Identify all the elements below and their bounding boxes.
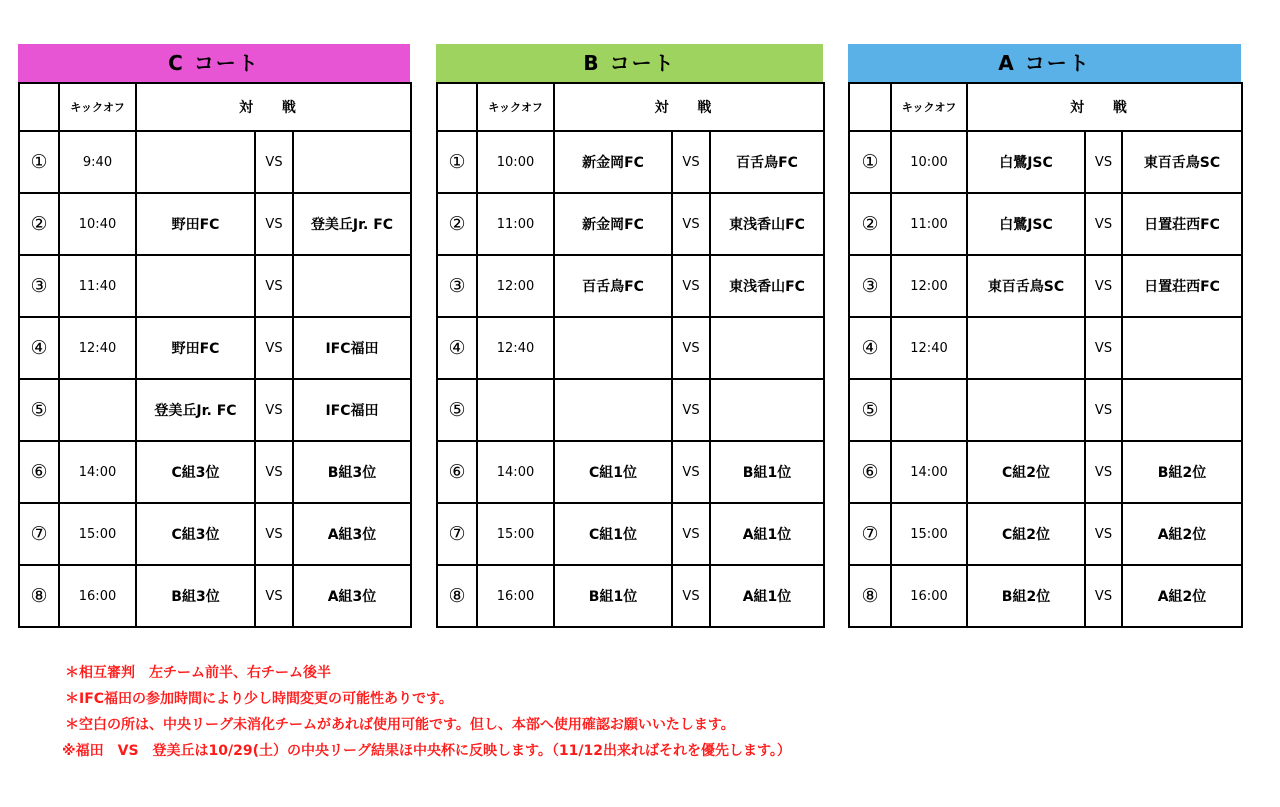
kickoff-time: 15:00 [59,503,136,565]
vs-label: VS [255,131,293,193]
home-team: 野田FC [136,193,255,255]
court-c-schedule [18,44,410,628]
header-blank-cell [849,83,891,131]
home-team: 野田FC [136,317,255,379]
vs-label: VS [255,503,293,565]
table-row [849,379,1242,441]
away-team [293,255,411,317]
match-number: ① [437,131,477,193]
kickoff-time: 11:00 [477,193,554,255]
match-number: ⑧ [437,565,477,627]
kickoff-time: 16:00 [59,565,136,627]
kickoff-time: 12:00 [891,255,967,317]
table-header-row [437,83,824,131]
home-team [554,379,672,441]
away-team: B組3位 [293,441,411,503]
table-row [437,441,824,503]
table-row [19,317,411,379]
match-number: ① [849,131,891,193]
away-team: 登美丘Jr. FC [293,193,411,255]
home-team [554,317,672,379]
kickoff-time: 11:40 [59,255,136,317]
home-team: C組3位 [136,503,255,565]
kickoff-time: 16:00 [891,565,967,627]
vs-label: VS [255,255,293,317]
kickoff-time: 14:00 [891,441,967,503]
court-c-table [18,82,412,628]
kickoff-time: 10:00 [477,131,554,193]
away-team: A組3位 [293,503,411,565]
match-number: ⑥ [437,441,477,503]
away-team: A組1位 [710,565,824,627]
kickoff-time [891,379,967,441]
note-line: ＊相互審判 左チーム前半、右チーム後半 [65,665,331,681]
table-row [849,441,1242,503]
kickoff-time: 14:00 [59,441,136,503]
table-row [437,317,824,379]
table-row [19,441,411,503]
header-blank-cell [19,83,59,131]
kickoff-time: 16:00 [477,565,554,627]
away-team [710,379,824,441]
home-team: C組3位 [136,441,255,503]
table-row [437,255,824,317]
vs-label: VS [1085,255,1122,317]
match-number: ③ [437,255,477,317]
match-number: ⑦ [849,503,891,565]
match-number: ⑦ [437,503,477,565]
kickoff-time: 12:40 [891,317,967,379]
away-team [1122,317,1242,379]
away-team: B組2位 [1122,441,1242,503]
home-team: 白鷺JSC [967,131,1085,193]
vs-label: VS [1085,441,1122,503]
table-row [19,503,411,565]
kickoff-time [59,379,136,441]
home-team: C組1位 [554,503,672,565]
home-team: 百舌鳥FC [554,255,672,317]
match-number: ② [19,193,59,255]
vs-label: VS [255,193,293,255]
table-row [19,379,411,441]
vs-label: VS [1085,317,1122,379]
away-team: 日置荘西FC [1122,255,1242,317]
kickoff-time: 14:00 [477,441,554,503]
header-blank-cell [437,83,477,131]
table-row [849,503,1242,565]
kickoff-header: キックオフ [477,83,554,131]
away-team: A組2位 [1122,565,1242,627]
match-number: ② [437,193,477,255]
away-team: 東百舌鳥SC [1122,131,1242,193]
table-row [437,379,824,441]
home-team [967,317,1085,379]
vs-label: VS [1085,503,1122,565]
away-team [293,131,411,193]
home-team: B組2位 [967,565,1085,627]
table-row [19,131,411,193]
home-team [136,255,255,317]
match-number: ⑧ [849,565,891,627]
kickoff-time: 15:00 [891,503,967,565]
vs-label: VS [672,379,710,441]
home-team: C組2位 [967,503,1085,565]
away-team: 日置荘西FC [1122,193,1242,255]
table-row [19,255,411,317]
vs-label: VS [672,193,710,255]
kickoff-time: 12:40 [59,317,136,379]
away-team: A組3位 [293,565,411,627]
away-team: 東浅香山FC [710,255,824,317]
table-row [849,317,1242,379]
court-b-title: B コート [436,44,823,82]
match-number: ⑧ [19,565,59,627]
kickoff-time [477,379,554,441]
away-team: A組2位 [1122,503,1242,565]
match-number: ⑦ [19,503,59,565]
away-team: A組1位 [710,503,824,565]
notes-section [62,660,791,764]
kickoff-time: 11:00 [891,193,967,255]
home-team: 東百舌鳥SC [967,255,1085,317]
table-header-row [849,83,1242,131]
kickoff-time: 10:00 [891,131,967,193]
kickoff-time: 10:40 [59,193,136,255]
vs-label: VS [255,565,293,627]
table-row [437,193,824,255]
kickoff-time: 12:40 [477,317,554,379]
table-row [437,565,824,627]
kickoff-time: 15:00 [477,503,554,565]
court-b-schedule [436,44,823,628]
court-a-schedule [848,44,1241,628]
match-number: ① [19,131,59,193]
home-team: 白鷺JSC [967,193,1085,255]
note-line: ※福田 VS 登美丘は10/29(土）の中央リーグ結果ほ中央杯に反映します。（11/12出来ればそれを優先します。） [62,743,791,759]
match-header: 対 戦 [967,83,1242,131]
match-number: ④ [849,317,891,379]
court-b-table [436,82,825,628]
table-row [437,131,824,193]
away-team: B組1位 [710,441,824,503]
vs-label: VS [255,441,293,503]
vs-label: VS [672,255,710,317]
table-row [19,193,411,255]
match-number: ② [849,193,891,255]
match-number: ⑤ [437,379,477,441]
vs-label: VS [255,317,293,379]
table-row [437,503,824,565]
vs-label: VS [672,317,710,379]
note-line: ＊空白の所は、中央リーグ未消化チームがあれば使用可能です。但し、本部へ使用確認お願いいたします。 [65,717,735,733]
home-team [136,131,255,193]
match-number: ④ [437,317,477,379]
match-number: ③ [849,255,891,317]
away-team: 東浅香山FC [710,193,824,255]
match-number: ⑥ [19,441,59,503]
kickoff-time: 9:40 [59,131,136,193]
home-team: C組1位 [554,441,672,503]
table-row [849,131,1242,193]
table-row [849,255,1242,317]
vs-label: VS [672,565,710,627]
match-number: ⑤ [849,379,891,441]
vs-label: VS [672,503,710,565]
vs-label: VS [255,379,293,441]
vs-label: VS [1085,131,1122,193]
match-number: ③ [19,255,59,317]
note-line: ＊IFC福田の参加時間により少し時間変更の可能性ありです。 [65,691,453,707]
court-c-title: C コート [18,44,410,82]
home-team: C組2位 [967,441,1085,503]
home-team [967,379,1085,441]
home-team: 新金岡FC [554,131,672,193]
away-team [1122,379,1242,441]
vs-label: VS [1085,379,1122,441]
home-team: B組1位 [554,565,672,627]
away-team: IFC福田 [293,379,411,441]
kickoff-header: キックオフ [891,83,967,131]
match-number: ④ [19,317,59,379]
match-header: 対 戦 [136,83,411,131]
home-team: 登美丘Jr. FC [136,379,255,441]
table-row [849,193,1242,255]
match-number: ⑤ [19,379,59,441]
match-number: ⑥ [849,441,891,503]
home-team: B組3位 [136,565,255,627]
court-a-title: A コート [848,44,1241,82]
court-a-table [848,82,1243,628]
vs-label: VS [1085,565,1122,627]
match-header: 対 戦 [554,83,824,131]
away-team [710,317,824,379]
kickoff-header: キックオフ [59,83,136,131]
home-team: 新金岡FC [554,193,672,255]
table-row [849,565,1242,627]
away-team: 百舌鳥FC [710,131,824,193]
table-header-row [19,83,411,131]
table-row [19,565,411,627]
vs-label: VS [672,441,710,503]
vs-label: VS [672,131,710,193]
kickoff-time: 12:00 [477,255,554,317]
away-team: IFC福田 [293,317,411,379]
vs-label: VS [1085,193,1122,255]
